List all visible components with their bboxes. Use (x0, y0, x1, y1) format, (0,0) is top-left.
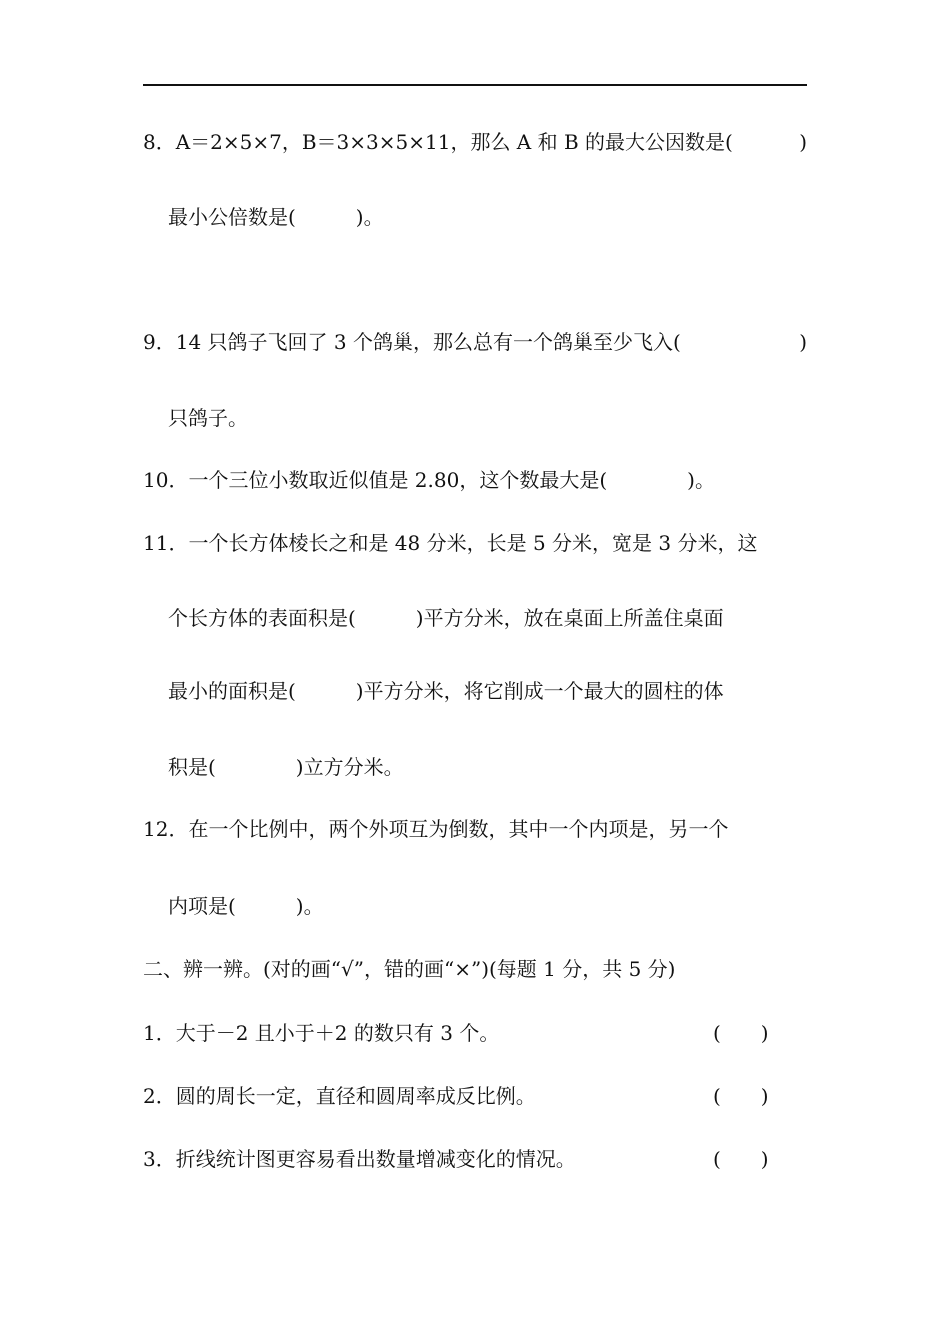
q12-line2: 内项是( )。 (168, 894, 324, 918)
section2-item-1-answer-bracket[interactable]: ( ) (713, 1021, 769, 1045)
q9-line1-close-paren: ) (799, 330, 807, 354)
q8-line1-text: 8．A＝2×5×7，B＝3×3×5×11，那么 A 和 B 的最大公因数是( (143, 130, 733, 154)
q8-line2: 最小公倍数是( )。 (168, 205, 384, 229)
q11-line4: 积是( )立方分米。 (168, 755, 404, 779)
section2-heading: 二、辨一辨。(对的画“√”，错的画“×”)(每题 1 分，共 5 分) (143, 957, 676, 981)
q9-line1-text: 9．14 只鸽子飞回了 3 个鸽巢，那么总有一个鸽巢至少飞入( (143, 330, 681, 354)
q9-line2: 只鸽子。 (168, 406, 248, 430)
q10-line: 10．一个三位小数取近似值是 2.80，这个数最大是( )。 (143, 468, 715, 492)
q11-line3: 最小的面积是( )平方分米，将它削成一个最大的圆柱的体 (168, 679, 724, 703)
q11-line1: 11．一个长方体棱长之和是 48 分米，长是 5 分米，宽是 3 分米，这 (143, 531, 758, 555)
q9-line1 (143, 328, 807, 356)
section2-item-2: 2．圆的周长一定，直径和圆周率成反比例。 (143, 1084, 536, 1108)
q8-line1-close-paren: ) (799, 130, 807, 154)
section2-item-3-answer-bracket[interactable]: ( ) (713, 1147, 769, 1171)
header-rule (143, 84, 807, 86)
q12-line1: 12．在一个比例中，两个外项互为倒数，其中一个内项是，另一个 (143, 817, 729, 841)
q11-line2: 个长方体的表面积是( )平方分米，放在桌面上所盖住桌面 (168, 606, 724, 630)
q8-line1 (143, 128, 807, 156)
section2-item-2-answer-bracket[interactable]: ( ) (713, 1084, 769, 1108)
section2-item-3: 3．折线统计图更容易看出数量增减变化的情况。 (143, 1147, 576, 1171)
section2-item-1: 1．大于－2 且小于＋2 的数只有 3 个。 (143, 1021, 500, 1045)
